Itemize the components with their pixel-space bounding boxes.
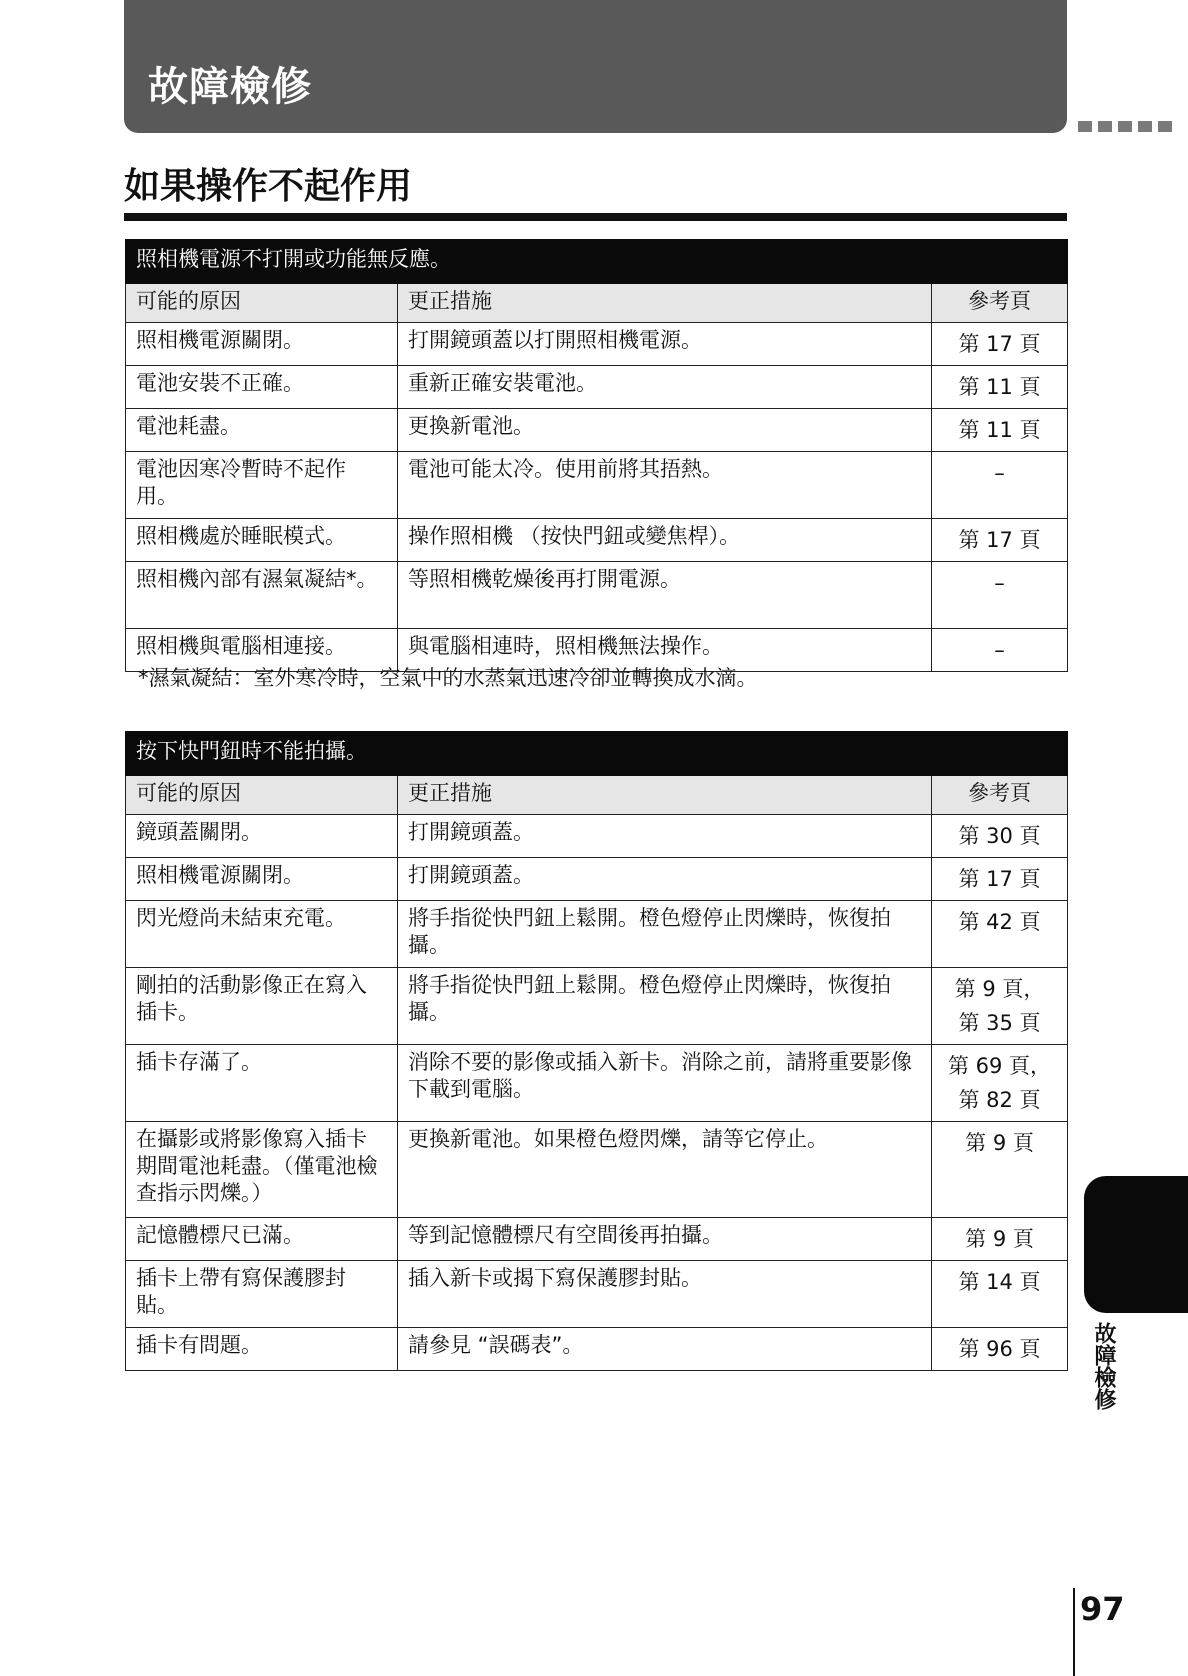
ref-page: 第 42 頁 <box>958 910 1041 934</box>
cause-cell: 照相機處於睡眠模式。 <box>126 519 398 562</box>
cause-cell: 照相機電源關閉。 <box>126 323 398 366</box>
ref-cell <box>932 409 1068 452</box>
ref-cell <box>932 858 1068 901</box>
cause-cell: 插卡有問題。 <box>126 1328 398 1371</box>
table-row <box>126 1328 1068 1371</box>
ref-page: 第 9 頁 <box>965 1227 1034 1251</box>
cause-cell: 剛拍的活動影像正在寫入插卡。 <box>126 968 398 1045</box>
ref-cell <box>932 452 1068 519</box>
action-cell: 更換新電池。如果橙色燈閃爍，請等它停止。 <box>398 1122 932 1218</box>
action-cell: 更換新電池。 <box>398 409 932 452</box>
table-row <box>126 323 1068 366</box>
ref-page: 第 17 頁 <box>958 332 1041 356</box>
section-divider <box>124 213 1067 221</box>
ref-cell <box>932 1218 1068 1261</box>
troubleshoot-table-power <box>125 239 1068 672</box>
cause-cell: 照相機電源關閉。 <box>126 858 398 901</box>
ref-page: 第 9 頁 <box>965 1131 1034 1155</box>
ref-cell <box>932 1261 1068 1328</box>
ref-cell <box>932 901 1068 968</box>
ref-cell <box>932 519 1068 562</box>
action-cell: 與電腦相連時，照相機無法操作。 <box>398 629 932 672</box>
action-cell: 消除不要的影像或插入新卡。消除之前，請將重要影像下載到電腦。 <box>398 1045 932 1122</box>
ref-cell <box>932 1328 1068 1371</box>
ref-page: 第 35 頁 <box>958 1011 1041 1035</box>
table-row <box>126 366 1068 409</box>
action-cell: 打開鏡頭蓋。 <box>398 815 932 858</box>
ref-page: 第 11 頁 <box>958 418 1041 442</box>
section-title: 如果操作不起作用 <box>124 166 413 207</box>
ref-cell <box>932 1122 1068 1218</box>
table-row <box>126 1122 1068 1218</box>
table-row <box>126 1045 1068 1122</box>
header-action: 更正措施 <box>398 776 932 815</box>
ref-page: – <box>994 461 1005 485</box>
chapter-header <box>124 0 1067 133</box>
cause-cell: 插卡存滿了。 <box>126 1045 398 1122</box>
table-row <box>126 901 1068 968</box>
action-cell: 操作照相機 （按快門鈕或變焦桿）。 <box>398 519 932 562</box>
action-cell: 打開鏡頭蓋以打開照相機電源。 <box>398 323 932 366</box>
action-cell: 電池可能太冷。使用前將其捂熱。 <box>398 452 932 519</box>
header-cause: 可能的原因 <box>126 284 398 323</box>
cause-cell: 鏡頭蓋關閉。 <box>126 815 398 858</box>
ref-page: 第 82 頁 <box>958 1088 1041 1112</box>
ref-cell <box>932 323 1068 366</box>
table-row <box>126 409 1068 452</box>
ref-cell <box>932 968 1068 1045</box>
action-cell: 將手指從快門鈕上鬆開。橙色燈停止閃爍時，恢復拍攝。 <box>398 901 932 968</box>
ref-cell <box>932 1045 1068 1122</box>
cause-cell: 電池耗盡。 <box>126 409 398 452</box>
ref-page: 第 9 頁， <box>954 977 1045 1001</box>
cause-cell: 照相機內部有濕氣凝結*。 <box>126 562 398 629</box>
cause-cell: 電池因寒冷暫時不起作用。 <box>126 452 398 519</box>
ref-page: 第 96 頁 <box>958 1337 1041 1361</box>
cause-cell: 記憶體標尺已滿。 <box>126 1218 398 1261</box>
table-row <box>126 452 1068 519</box>
ref-cell <box>932 562 1068 629</box>
cause-cell: 電池安裝不正確。 <box>126 366 398 409</box>
action-cell: 將手指從快門鈕上鬆開。橙色燈停止閃爍時，恢復拍攝。 <box>398 968 932 1045</box>
ref-page: 第 17 頁 <box>958 867 1041 891</box>
table-row <box>126 815 1068 858</box>
troubleshoot-table-shutter <box>125 731 1068 1371</box>
ref-page: – <box>994 638 1005 662</box>
page-number-rule <box>1073 1588 1075 1676</box>
table-row <box>126 858 1068 901</box>
ref-page: 第 69 頁， <box>947 1054 1052 1078</box>
header-action: 更正措施 <box>398 284 932 323</box>
action-cell: 等照相機乾燥後再打開電源。 <box>398 562 932 629</box>
ref-cell <box>932 366 1068 409</box>
ref-page: 第 14 頁 <box>958 1270 1041 1294</box>
chapter-title: 故障檢修 <box>148 64 312 110</box>
table-row <box>126 968 1068 1045</box>
action-cell: 請參見 “誤碼表”。 <box>398 1328 932 1371</box>
action-cell: 打開鏡頭蓋。 <box>398 858 932 901</box>
chapter-side-tab <box>1084 1176 1188 1313</box>
ref-page: – <box>994 571 1005 595</box>
action-cell: 插入新卡或揭下寫保護膠封貼。 <box>398 1261 932 1328</box>
cause-cell: 在攝影或將影像寫入插卡期間電池耗盡。（僅電池檢查指示閃爍。） <box>126 1122 398 1218</box>
table-row <box>126 562 1068 629</box>
page-number: 97 <box>1080 1590 1125 1628</box>
ref-cell <box>932 629 1068 672</box>
header-cause: 可能的原因 <box>126 776 398 815</box>
header-ref: 參考頁 <box>932 284 1068 323</box>
table-row <box>126 519 1068 562</box>
cause-cell: 插卡上帶有寫保護膠封貼。 <box>126 1261 398 1328</box>
table-row <box>126 1218 1068 1261</box>
header-ref: 參考頁 <box>932 776 1068 815</box>
ref-page: 第 17 頁 <box>958 528 1041 552</box>
header-dot-decoration <box>1078 121 1172 132</box>
action-cell: 重新正確安裝電池。 <box>398 366 932 409</box>
ref-page: 第 30 頁 <box>958 824 1041 848</box>
table-caption: 按下快門鈕時不能拍攝。 <box>126 732 1068 776</box>
cause-cell: 閃光燈尚未結束充電。 <box>126 901 398 968</box>
footnote: *濕氣凝結：室外寒冷時，空氣中的水蒸氣迅速冷卻並轉換成水滴。 <box>138 666 758 690</box>
ref-page: 第 11 頁 <box>958 375 1041 399</box>
table-caption: 照相機電源不打開或功能無反應。 <box>126 240 1068 284</box>
table-row <box>126 1261 1068 1328</box>
side-tab-label: 故障檢修 <box>1091 1322 1116 1410</box>
ref-cell <box>932 815 1068 858</box>
cause-cell: 照相機與電腦相連接。 <box>126 629 398 672</box>
action-cell: 等到記憶體標尺有空間後再拍攝。 <box>398 1218 932 1261</box>
